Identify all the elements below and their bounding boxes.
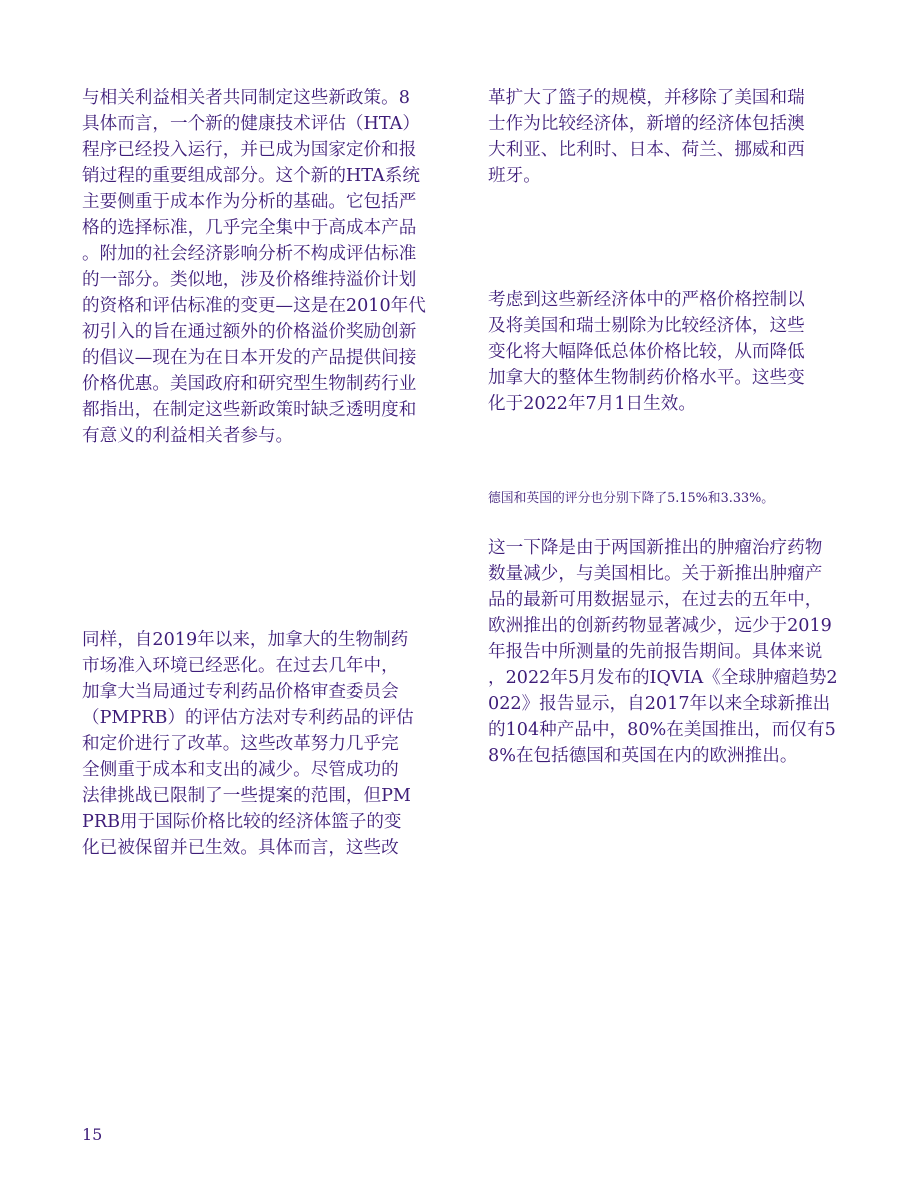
- text-line: （PMPRB）的评估方法对专利药品的评估: [82, 708, 414, 728]
- text-line: 法律挑战已限制了一些提案的范围，但PM: [82, 786, 411, 806]
- text-line: 与相关利益相关者共同制定这些新政策。8: [82, 88, 410, 108]
- text-line: 同样，自2019年以来，加拿大的生物制药: [82, 630, 409, 650]
- text-line: 化已被保留并已生效。具体而言，这些改: [82, 838, 399, 858]
- text-line: 销过程的重要组成部分。这个新的HTA系统: [82, 166, 420, 186]
- text-line: 和定价进行了改革。这些改革努力几乎完: [82, 734, 399, 754]
- text-line: 年报告中所测量的先前报告期间。具体来说: [488, 642, 823, 662]
- text-line: PRB用于国际价格比较的经济体篮子的变: [82, 812, 402, 832]
- text-line: 市场准入环境已经恶化。在过去几年中，: [82, 656, 399, 676]
- text-line: 大利亚、比利时、日本、荷兰、挪威和西: [488, 140, 805, 160]
- text-line: 及将美国和瑞士剔除为比较经济体，这些: [488, 316, 805, 336]
- text-line: ，2022年5月发布的IQVIA《全球肿瘤趋势2: [488, 668, 838, 688]
- text-line: 革扩大了篮子的规模，并移除了美国和瑞: [488, 88, 805, 108]
- text-line: 全侧重于成本和支出的减少。尽管成功的: [82, 760, 399, 780]
- text-line: 的倡议—现在为在日本开发的产品提供间接: [82, 348, 417, 368]
- footnote-text: 德国和英国的评分也分别下降了5.15%和3.33%。: [488, 491, 775, 506]
- text-line: 的104种产品中，80%在美国推出，而仅有5: [488, 720, 836, 740]
- text-line: 有意义的利益相关者参与。: [82, 426, 294, 446]
- text-line: 化于2022年7月1日生效。: [488, 394, 696, 414]
- text-line: 022》报告显示，自2017年以来全球新推出: [488, 694, 831, 714]
- text-line: 这一下降是由于两国新推出的肿瘤治疗药物: [488, 538, 823, 558]
- text-line: 格的选择标准，几乎完全集中于高成本产品: [82, 218, 417, 238]
- text-line: 品的最新可用数据显示，在过去的五年中，: [488, 590, 823, 610]
- text-line: 变化将大幅降低总体价格比较，从而降低: [488, 342, 805, 362]
- text-line: 。附加的社会经济影响分析不构成评估标准: [82, 244, 417, 264]
- text-line: 的资格和评估标准的变更—这是在2010年代: [82, 296, 426, 316]
- text-line: 士作为比较经济体，新增的经济体包括澳: [488, 114, 805, 134]
- text-line: 的一部分。类似地，涉及价格维持溢价计划: [82, 270, 417, 290]
- text-line: 加拿大的整体生物制药价格水平。这些变: [488, 368, 805, 388]
- text-line: 班牙。: [488, 166, 541, 186]
- text-line: 价格优惠。美国政府和研究型生物制药行业: [82, 374, 417, 394]
- text-line: 数量减少，与美国相比。关于新推出肿瘤产: [488, 564, 823, 584]
- text-line: 程序已经投入运行，并已成为国家定价和报: [82, 140, 417, 160]
- text-line: 8%在包括德国和英国在内的欧洲推出。: [488, 746, 798, 766]
- text-line: 具体而言，一个新的健康技术评估（HTA）: [82, 114, 420, 134]
- text-line: 主要侧重于成本作为分析的基础。它包括严: [82, 192, 417, 212]
- text-line: 初引入的旨在通过额外的价格溢价奖励创新: [82, 322, 417, 342]
- text-line: 欧洲推出的创新药物显著减少，远少于2019: [488, 616, 832, 636]
- text-line: 加拿大当局通过专利药品价格审查委员会: [82, 682, 399, 702]
- text-line: 考虑到这些新经济体中的严格价格控制以: [488, 290, 805, 310]
- text-line: 都指出，在制定这些新政策时缺乏透明度和: [82, 400, 417, 420]
- page-number: 15: [82, 1125, 103, 1144]
